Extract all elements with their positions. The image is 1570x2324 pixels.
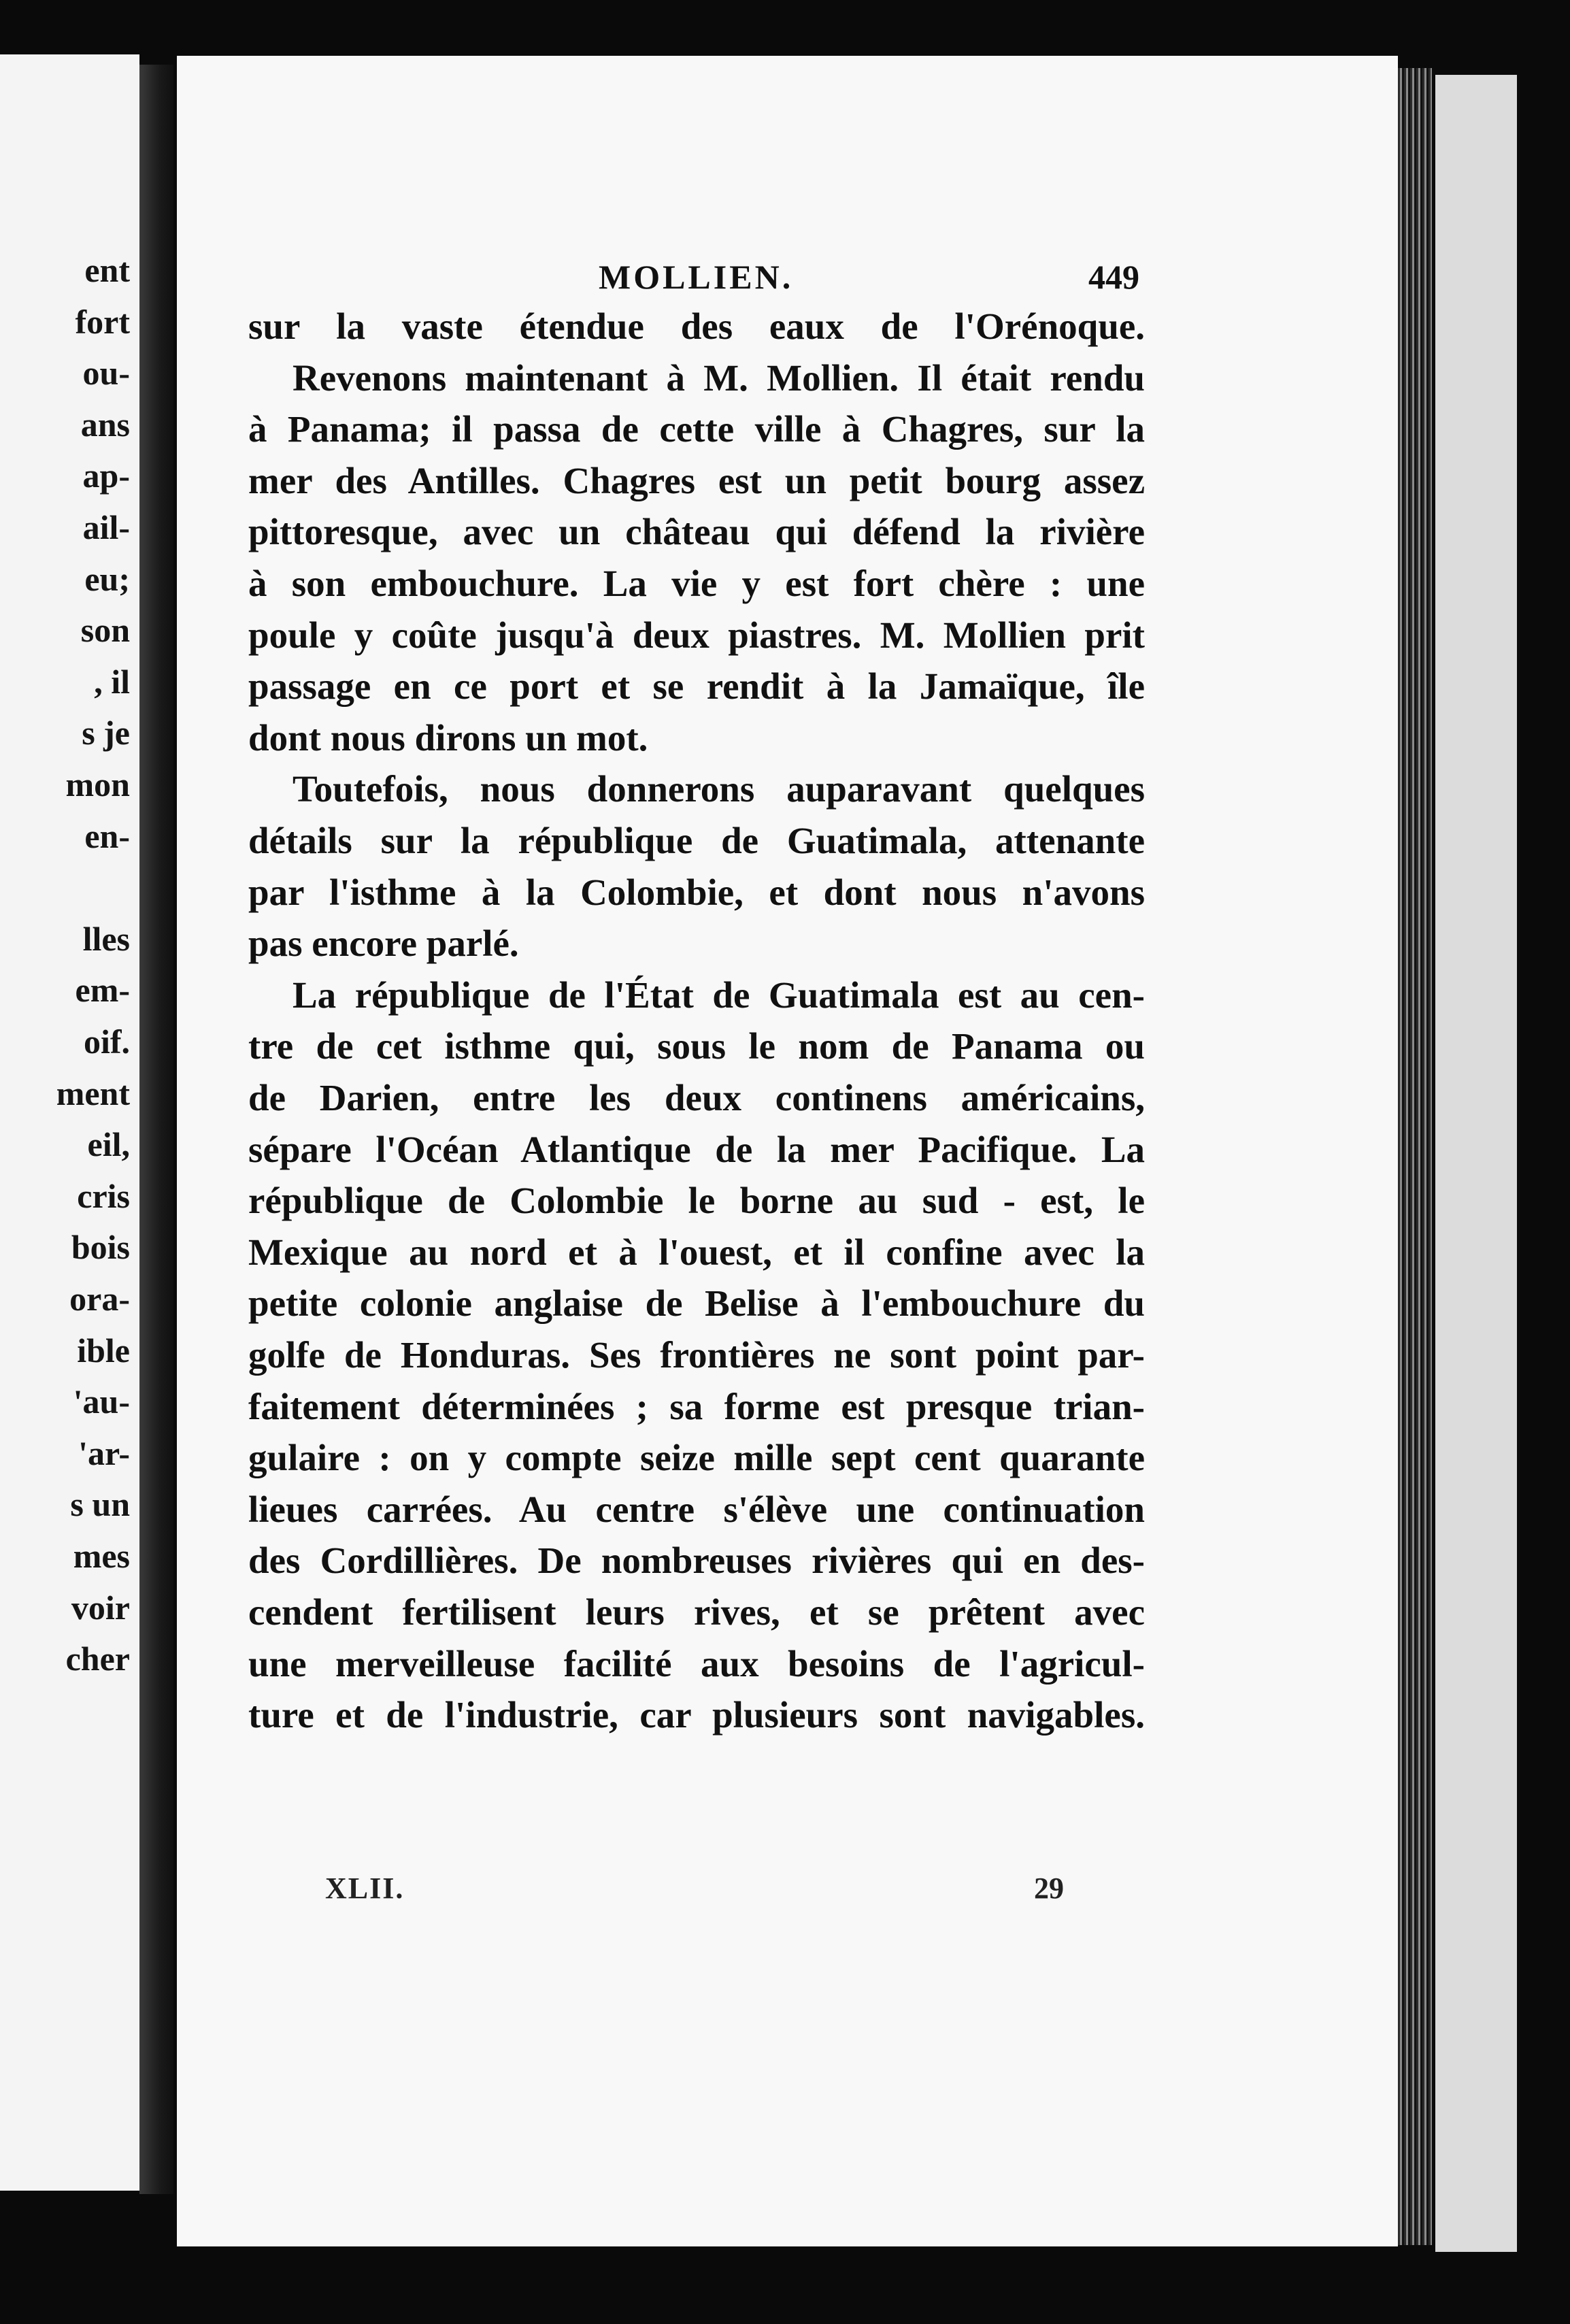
text-line: mer des Antilles. Chagres est un petit bourg assez xyxy=(248,459,1145,501)
text-line: petite colonie anglaise de Belise à l'embouchure du xyxy=(248,1282,1145,1325)
text-line: à son embouchure. La vie y est fort chère : une xyxy=(248,563,1145,604)
text-line: gulaire : on y compte seize mille sept cent quarante xyxy=(248,1437,1145,1479)
previous-page-line-fragment: ail- xyxy=(82,508,130,546)
previous-page-line-fragment: eu; xyxy=(84,559,130,598)
previous-page-line-fragment: bois xyxy=(71,1228,130,1267)
previous-page-gutter xyxy=(139,65,173,2194)
previous-page-line-fragment: ap- xyxy=(82,456,130,495)
text-line: faitement déterminées ; sa forme est presque trian- xyxy=(248,1385,1145,1427)
page-edge-stack xyxy=(1398,68,1432,2245)
text-line: Mexique au nord et à l'ouest, et il confine avec la xyxy=(248,1231,1145,1273)
text-line: cendent fertilisent leurs rives, et se prêtent avec xyxy=(248,1591,1145,1633)
previous-page-line-fragment: eil, xyxy=(87,1125,130,1164)
text-line: sépare l'Océan Atlantique de la mer Pacifique. La xyxy=(248,1128,1145,1170)
previous-page-line-fragment: en- xyxy=(84,816,130,855)
text-line: pas encore parlé. xyxy=(248,923,519,965)
page-number: 449 xyxy=(1088,258,1139,296)
text-line: tre de cet isthme qui, sous le nom de Panama ou xyxy=(248,1025,1145,1067)
text-line: Revenons maintenant à M. Mollien. Il était rendu xyxy=(293,356,1145,399)
text-line: détails sur la république de Guatimala, attenante xyxy=(248,820,1145,861)
running-header-title: MOLLIEN. xyxy=(599,258,794,296)
text-line: poule y coûte jusqu'à deux piastres. M. Mollien prit xyxy=(248,614,1145,656)
text-line: par l'isthme à la Colombie, et dont nous n'avons xyxy=(248,871,1145,913)
next-page-edge xyxy=(1435,75,1517,2252)
previous-page-line-fragment: ible xyxy=(77,1331,130,1370)
previous-page xyxy=(0,54,139,2191)
previous-page-line-fragment: 'ar- xyxy=(78,1433,130,1472)
previous-page-line-fragment: ans xyxy=(80,405,130,444)
text-line: des Cordillières. De nombreuses rivières qui en des- xyxy=(248,1540,1145,1582)
text-line: Toutefois, nous donnerons auparavant quelques xyxy=(293,768,1145,810)
previous-page-line-fragment: s un xyxy=(70,1485,130,1524)
previous-page-line-fragment: ora- xyxy=(69,1280,130,1318)
previous-page-line-fragment: , il xyxy=(94,662,130,701)
previous-page-line-fragment: ent xyxy=(84,251,130,289)
folio-number: 29 xyxy=(1034,1872,1064,1905)
text-line: une merveilleuse facilité aux besoins de l'agricul- xyxy=(248,1642,1145,1684)
text-line: de Darien, entre les deux continens américains, xyxy=(248,1077,1145,1118)
previous-page-line-fragment: lles xyxy=(82,919,130,958)
previous-page-line-fragment: fort xyxy=(75,302,130,341)
text-line: sur la vaste étendue des eaux de l'Orénoque. xyxy=(248,305,1145,347)
previous-page-line-fragment: mon xyxy=(65,765,130,803)
previous-page-line-fragment: s je xyxy=(82,714,130,752)
previous-page-line-fragment: son xyxy=(80,611,130,650)
previous-page-line-fragment: em- xyxy=(75,971,130,1010)
text-line: golfe de Honduras. Ses frontières ne sont point par- xyxy=(248,1334,1145,1376)
previous-page-line-fragment: cris xyxy=(77,1176,130,1215)
text-line: dont nous dirons un mot. xyxy=(248,716,648,759)
text-line: La république de l'État de Guatimala est au cen- xyxy=(293,974,1145,1016)
text-line: lieues carrées. Au centre s'élève une continuation xyxy=(248,1488,1145,1530)
signature-mark: XLII. xyxy=(325,1872,405,1905)
text-line: à Panama; il passa de cette ville à Chagres, sur la xyxy=(248,408,1145,450)
previous-page-line-fragment: ou- xyxy=(82,354,130,393)
previous-page-line-fragment: 'au- xyxy=(73,1382,130,1421)
text-line: pittoresque, avec un château qui défend la rivière xyxy=(248,511,1145,553)
previous-page-line-fragment: oif. xyxy=(83,1023,130,1061)
previous-page-line-fragment: ment xyxy=(56,1074,130,1112)
previous-page-line-fragment: mes xyxy=(73,1537,130,1575)
text-line: passage en ce port et se rendit à la Jamaïque, île xyxy=(248,665,1145,708)
text-line: ture et de l'industrie, car plusieurs sont navigables. xyxy=(248,1694,1145,1736)
text-line: république de Colombie le borne au sud - est, le xyxy=(248,1180,1145,1222)
previous-page-line-fragment: cher xyxy=(65,1640,130,1678)
previous-page-line-fragment: voir xyxy=(71,1588,130,1627)
